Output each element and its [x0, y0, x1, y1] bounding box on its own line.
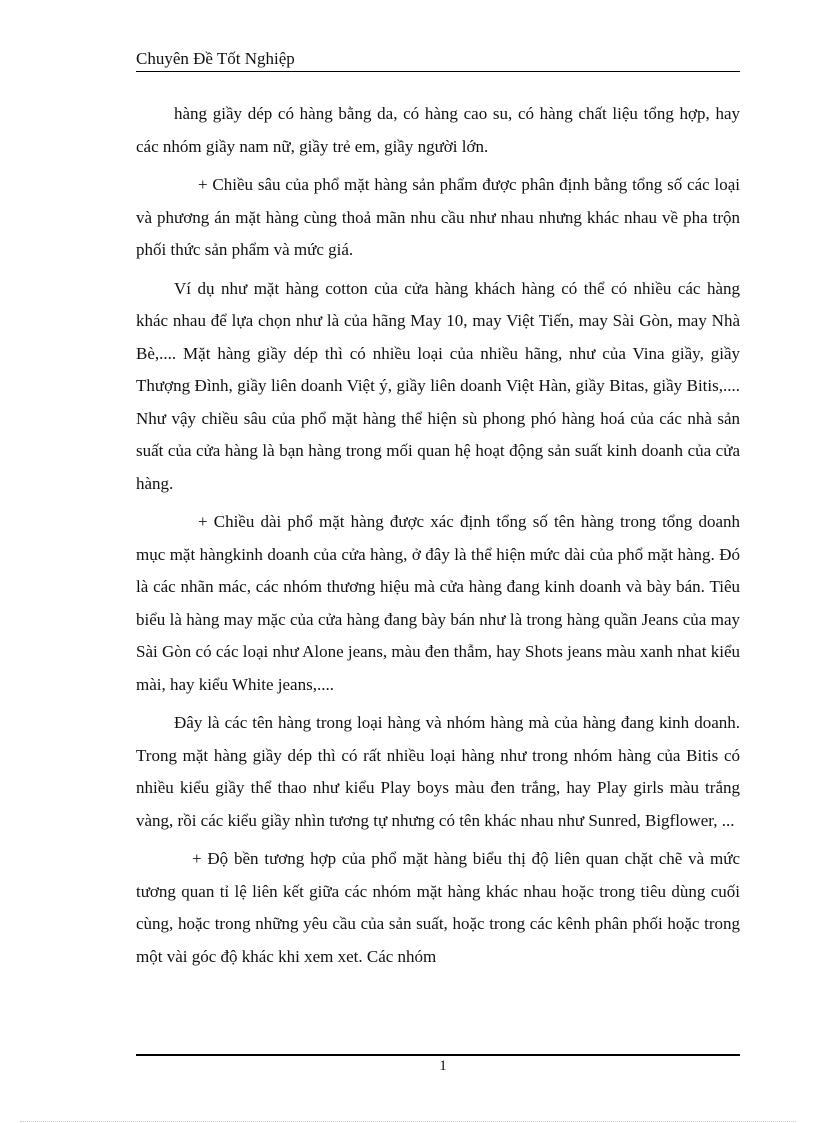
document-body — [136, 98, 740, 973]
paragraph-assortment-length: + Chiều dài phổ mặt hàng được xác định tổng số tên hàng trong tổng doanh mục mặt hàngkinh doanh của cửa hàng, ở đây là thể hiện mức dài của phổ mặt hàng. Đó là các nhãn mác, các nhóm thương hiệu mà cửa hàng đang kinh doanh và bày bán. Tiêu biểu là hàng may mặc của cửa hàng đang bày bán như là trong hàng quần Jeans của may Sài Gòn có các loại như Alone jeans, màu đen thẫm, hay Shots jeans màu xanh nhat kiểu mài, hay kiểu White jeans,.... — [136, 512, 740, 694]
paragraph-assortment-depth: + Chiều sâu của phổ mặt hàng sản phẩm được phân định bằng tổng số các loại và phương án mặt hàng cùng thoả mãn nhu cầu như nhau nhưng khác nhau về pha trộn phối thức sản phẩm và mức giá. — [136, 175, 740, 259]
page-edge-divider — [20, 1121, 796, 1122]
paragraph-assortment-consistency: + Độ bền tương hợp của phổ mặt hàng biểu thị độ liên quan chặt chẽ và mức tương quan tỉ lệ liên kết giữa các nhóm mặt hàng khác nhau hoặc trong tiêu dùng cuối cùng, hoặc trong những yêu cầu của sản suất, hoặc trong các kênh phân phối hoặc trong một vài góc độ khác khi xem xet. Các nhóm — [136, 849, 740, 966]
page-header — [136, 49, 740, 72]
paragraph-product-groups: hàng giầy dép có hàng bằng da, có hàng cao su, có hàng chất liệu tổng hợp, hay các nhóm giầy nam nữ, giầy trẻ em, giầy người lớn. — [136, 104, 740, 156]
paragraph-length-example: Đây là các tên hàng trong loại hàng và nhóm hàng mà của hàng đang kinh doanh. Trong mặt hàng giầy dép thì có rất nhiều loại hàng như trong nhóm hàng của Bitis có nhiều kiểu giầy thể thao như kiểu Play boys màu đen trắng, hay Play girls màu trắng vàng, rồi các kiểu giầy nhìn tương tự nhưng có tên khác nhau như Sunred, Bigflower, ... — [136, 713, 740, 830]
page-number: 1 — [439, 1058, 447, 1074]
header-title: Chuyên Đề Tốt Nghiệp — [136, 49, 295, 68]
paragraph-depth-example: Ví dụ như mặt hàng cotton của cửa hàng khách hàng có thể có nhiều các hàng khác nhau để lựa chọn như là của hãng May 10, may Việt Tiến, may Sài Gòn, may Nhà Bè,.... Mặt hàng giầy dép thì có nhiều loại của nhiều hãng, như của Vina giầy, giầy Thượng Đình, giầy liên doanh Việt ý, giầy liên doanh Việt Hàn, giầy Bitas, giầy Bitis,.... Như vậy chiều sâu của phổ mặt hàng thể hiện sù phong phó hàng hoá của các nhà sản suất của cửa hàng là bạn hàng trong mối quan hệ hoạt động sản suất kinh doanh của cửa hàng. — [136, 278, 740, 493]
footer-rule — [136, 1054, 740, 1056]
